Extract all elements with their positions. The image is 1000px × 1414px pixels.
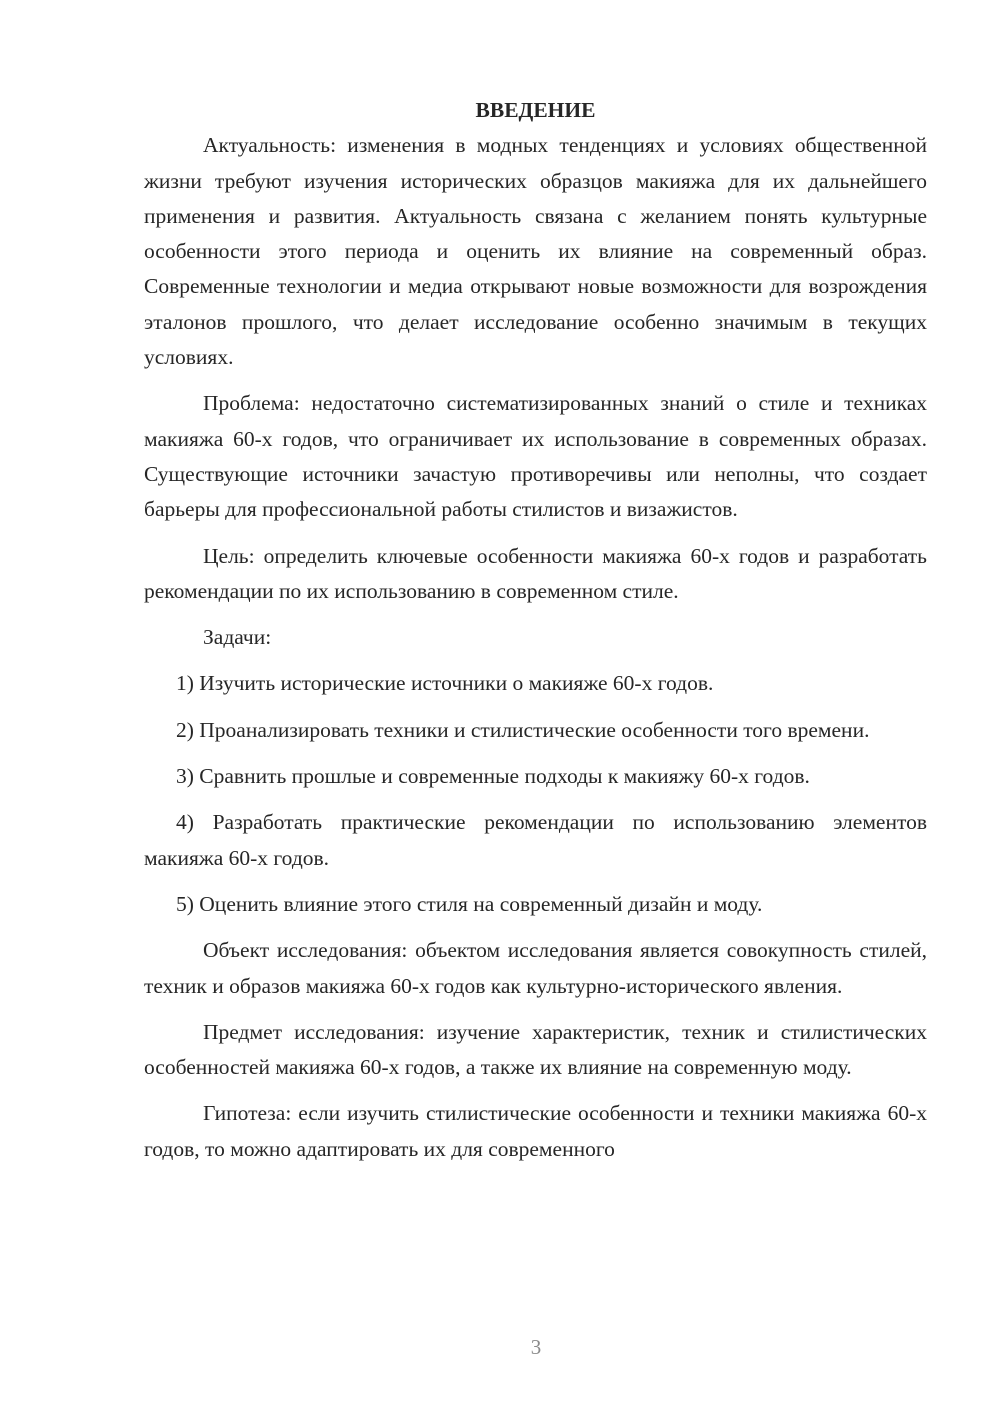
paragraph-object: Объект исследования: объектом исследования является совокупность стилей, техник и образов макияжа 60-х годов как культурно-исторического явления. [144, 938, 927, 998]
tasks-list [144, 666, 927, 922]
paragraph-problem: Проблема: недостаточно систематизированных знаний о стиле и техниках макияжа 60-х годов, что ограничивает их использование в современных образах. Существующие источники зачастую противоречивы или неполны, что создает барьеры для профессиональной работы стилистов и визажистов. [144, 391, 927, 522]
paragraph-relevance: Актуальность: изменения в модных тенденциях и условиях общественной жизни требуют изучения исторических образцов макияжа для их дальнейшего применения и развития. Актуальность связана с желанием понять культурные особенности этого периода и оценить их влияние на современный образ. Современные технологии и медиа открывают новые возможности для возрождения эталонов прошлого, что делает исследование особенно значимым в текущих условиях. [144, 133, 927, 370]
list-item: 5) Оценить влияние этого стиля на современный дизайн и моду. [176, 891, 763, 916]
paragraph-goal: Цель: определить ключевые особенности макияжа 60-х годов и разработать рекомендации по их использованию в современном стиле. [144, 543, 927, 603]
paragraph-subject: Предмет исследования: изучение характеристик, техник и стилистических особенностей макияжа 60-х годов, а также их влияние на современную моду. [144, 1019, 927, 1080]
paragraph-tasks-heading: Задачи: [203, 625, 272, 650]
list-item: 3) Сравнить прошлые и современные подходы к макияжу 60-х годов. [176, 764, 810, 789]
paragraph-hypothesis: Гипотеза: если изучить стилистические особенности и техники макияжа 60-х годов, то можно адаптировать их для современного [144, 1101, 927, 1161]
list-item: 2) Проанализировать техники и стилистические особенности того времени. [176, 717, 870, 742]
page-body [144, 93, 927, 1167]
list-item: 4) Разработать практические рекомендации по использованию элементов макияжа 60-х годов. [144, 810, 927, 870]
page-number: 3 [530, 1335, 542, 1359]
list-item: 1) Изучить исторические источники о макияже 60-х годов. [176, 671, 714, 696]
page-title: ВВЕДЕНИЕ [475, 98, 596, 122]
